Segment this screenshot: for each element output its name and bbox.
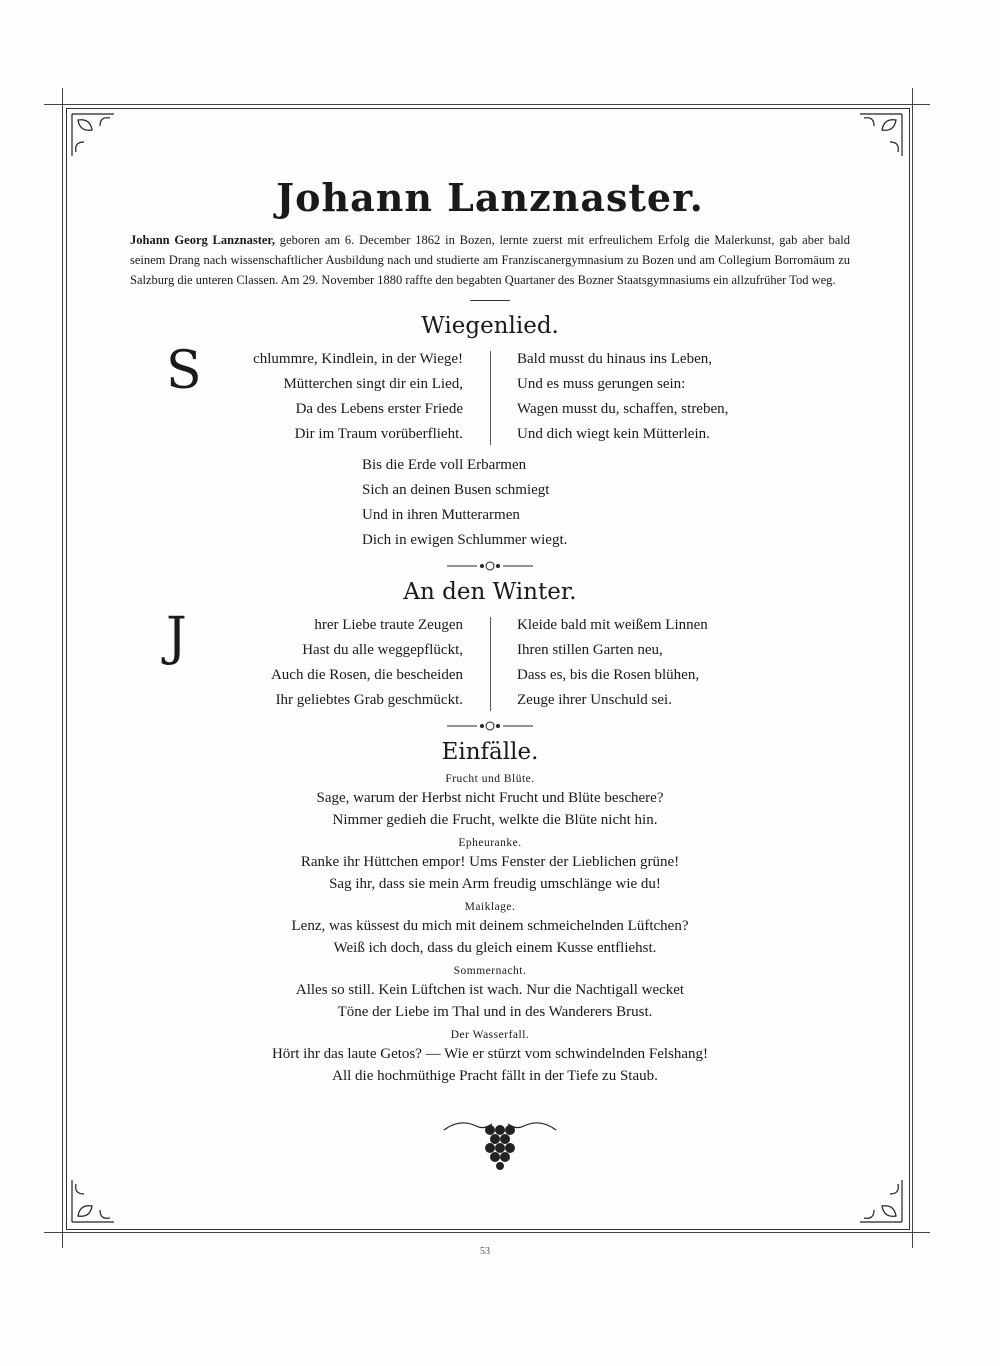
poem-title: Wiegenlied.: [421, 313, 559, 339]
verse-line: chlummre, Kindlein, in der Wiege!: [253, 351, 463, 367]
column-divider: [490, 617, 491, 711]
verse-line: Mütterchen singt dir ein Lied,: [283, 376, 463, 392]
section-divider: [470, 300, 510, 301]
verse-line: Und dich wiegt kein Mütterlein.: [517, 426, 710, 442]
verse-line: Dass es, bis die Rosen blühen,: [517, 667, 700, 683]
verse-line: Ihr geliebtes Grab geschmückt.: [275, 692, 463, 708]
biography: [130, 230, 850, 290]
poem-stanzas: [130, 341, 850, 447]
verse-line: Auch die Rosen, die bescheiden: [270, 667, 463, 683]
page-title: Johann Lanznaster.: [276, 175, 704, 220]
verse-line: Sag ihr, dass sie mein Arm freudig umschlänge wie du!: [329, 876, 661, 892]
verse-line: Alles so still. Kein Lüftchen ist wach. Nur die Nachtigall wecket: [295, 982, 685, 998]
poem-title: Einfälle.: [441, 739, 539, 765]
corner-ornament-icon: [70, 112, 116, 158]
bio-text: geboren am 6. December 1862 in Bozen, lernte zuerst mit erfreulichem Erfolg die Malerkunst, gab aber bald seinem Drang nach wissenschaftlicher Ausbildung nach und studierte am Franziscanergymnasium zu Bozen und am Collegium Borromäum zu Salzburg die unteren Classen. Am 29. November 1880 raffte den begabten Quartaner des Bozner Staatsgymnasiums ein allzufrüher Tod weg.: [130, 233, 850, 287]
left-rule: [62, 88, 63, 1248]
corner-ornament-icon: [70, 1178, 116, 1224]
stanza-center: [362, 453, 850, 553]
bio-name: Johann Georg Lanznaster,: [130, 233, 275, 247]
stanza-right: [481, 613, 850, 713]
epigram-subtitle: Maiklage.: [464, 901, 516, 913]
stanza-right: [481, 347, 850, 447]
verse-line: Ranke ihr Hüttchen empor! Ums Fenster der Lieblichen grüne!: [300, 854, 680, 870]
verse-line: Hört ihr das laute Getos? — Wie er stürzt vom schwindelnden Felshang!: [271, 1046, 709, 1062]
verse-line: Nimmer gedieh die Frucht, welkte die Blüte nicht hin.: [332, 812, 658, 828]
verse-line: Dich in ewigen Schlummer wiegt.: [362, 532, 568, 548]
page-number: 53: [480, 1246, 490, 1257]
verse-line: Lenz, was küssest du mich mit deinem schmeichelnden Lüftchen?: [291, 918, 689, 934]
epigram-subtitle: Sommernacht.: [453, 965, 527, 977]
column-divider: [490, 351, 491, 445]
verse-line: Bis die Erde voll Erbarmen: [362, 457, 527, 473]
poem-stanzas: [130, 607, 850, 713]
grapes-vignette-icon: [440, 1112, 560, 1172]
verse-line: Kleide bald mit weißem Linnen: [517, 617, 708, 633]
corner-ornament-icon: [858, 112, 904, 158]
page-content: [130, 175, 850, 1087]
ornament-divider-icon: [445, 721, 535, 731]
verse-line: Zeuge ihrer Unschuld sei.: [517, 692, 672, 708]
verse-line: Ihren stillen Garten neu,: [517, 642, 663, 658]
epigram-subtitle: Epheuranke.: [458, 837, 522, 849]
stanza-left: [130, 607, 481, 713]
verse-line: hrer Liebe traute Zeugen: [314, 617, 463, 633]
epigram-subtitle: Der Wasserfall.: [450, 1029, 530, 1041]
verse-line: Da des Lebens erster Friede: [295, 401, 463, 417]
ornament-divider-icon: [445, 561, 535, 571]
epigram-subtitle: Frucht und Blüte.: [445, 773, 535, 785]
verse-line: Bald musst du hinaus ins Leben,: [517, 351, 712, 367]
verse-line: Hast du alle weggepflückt,: [302, 642, 463, 658]
drop-cap: J: [166, 607, 187, 667]
verse-line: Und in ihren Mutterarmen: [362, 507, 520, 523]
drop-cap: S: [166, 341, 202, 401]
bottom-rule: [44, 1232, 930, 1233]
verse-line: Wagen musst du, schaffen, streben,: [517, 401, 729, 417]
verse-line: Dir im Traum vorüberflieht.: [294, 426, 463, 442]
stanza-left: [130, 341, 481, 447]
verse-line: Töne der Liebe im Thal und in des Wanderers Brust.: [337, 1004, 653, 1020]
right-rule: [912, 88, 913, 1248]
verse-line: All die hochmüthige Pracht fällt in der Tiefe zu Staub.: [332, 1068, 658, 1084]
top-rule: [44, 104, 930, 105]
verse-line: Weiß ich doch, dass du gleich einem Kusse entfliehst.: [333, 940, 657, 956]
verse-line: Und es muss gerungen sein:: [517, 376, 686, 392]
verse-line: Sage, warum der Herbst nicht Frucht und Blüte beschere?: [316, 790, 664, 806]
verse-line: Sich an deinen Busen schmiegt: [362, 482, 550, 498]
poem-title: An den Winter.: [403, 579, 577, 605]
corner-ornament-icon: [858, 1178, 904, 1224]
